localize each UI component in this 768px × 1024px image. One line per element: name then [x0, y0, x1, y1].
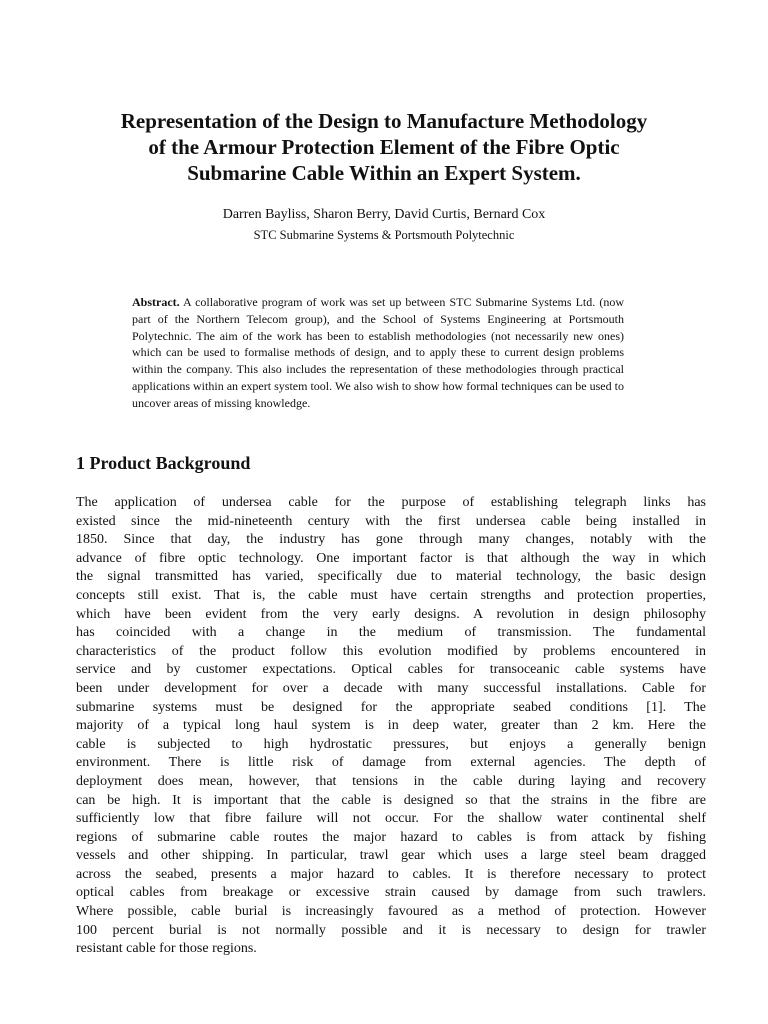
section-body [76, 494, 706, 959]
body-line: vessels and other shipping. In particular, trawl gear which uses a large steel beam dragged [76, 848, 706, 864]
body-line: been under development for over a decade with many successful installations. Cable for [76, 680, 706, 696]
body-line: majority of a typical long haul system is in deep water, greater than 2 km. Here the [76, 718, 706, 734]
body-line: optical cables from breakage or excessive strain caused by damage from such trawlers. [76, 885, 706, 901]
body-line: characteristics of the product follow this evolution modified by problems encountered in [76, 643, 706, 659]
body-line: submarine systems must be designed for the appropriate seabed conditions [1]. The [76, 699, 706, 715]
body-line: deployment does mean, however, that tensions in the cable during laying and recovery [76, 773, 706, 789]
body-line: which have been evident from the very early designs. A revolution in design philosophy [76, 606, 706, 622]
body-line: advance of fibre optic technology. One important factor is that although the way in which [76, 550, 706, 566]
body-line: The application of undersea cable for the purpose of establishing telegraph links has [76, 495, 706, 510]
paper-title-line: Submarine Cable Within an Expert System. [187, 161, 581, 185]
body-line: regions of submarine cable routes the major hazard to cables is from attack by fishing [76, 829, 706, 845]
body-line: environment. There is little risk of damage from external agencies. The depth of [76, 755, 706, 771]
author-list: Darren Bayliss, Sharon Berry, David Curtis, Bernard Cox [222, 207, 546, 222]
body-line: 1850. Since that day, the industry has gone through many changes, notably with the [76, 532, 706, 548]
body-line: the signal transmitted has varied, specifically due to material technology, the basic design [76, 569, 706, 585]
paper-title [60, 108, 708, 186]
body-line: resistant cable for those regions. [76, 941, 257, 957]
author-affiliation: STC Submarine Systems & Portsmouth Polytechnic [253, 228, 515, 242]
body-line: service and by customer expectations. Optical cables for transoceanic cable systems have [76, 662, 706, 678]
abstract-label: Abstract. [132, 295, 180, 309]
section-heading: 1 Product Background [76, 453, 251, 473]
abstract-text: A collaborative program of work was set up between STC Submarine Systems Ltd. (now part of the Northern Telecom group), and the School of Systems Engineering at Portsmouth Polytechnic. The aim of the work has been to establish methodologies (not necessarily new ones) which can be used to formalise methods of design, and to apply these to current design problems within the company. This also includes the representation of these methodologies through practical applications within an expert system tool. We also wish to show how formal techniques can be used to uncover areas of missing knowledge. [132, 295, 624, 410]
body-line: sufficiently low that fibre failure will not occur. For the shallow water continental shelf [76, 811, 706, 827]
body-line: can be high. It is important that the cable is designed so that the strains in the fibre are [76, 792, 706, 808]
abstract [132, 294, 624, 412]
body-line: existed since the mid-nineteenth century with the first undersea cable being installed in [76, 513, 706, 529]
body-line: Where possible, cable burial is increasingly favoured as a method of protection. However [76, 904, 706, 920]
body-line: cable is subjected to high hydrostatic pressures, but enjoys a generally benign [76, 736, 706, 752]
paper-title-line: of the Armour Protection Element of the Fibre Optic [148, 135, 620, 159]
body-line: across the seabed, presents a major hazard to cables. It is therefore necessary to protect [76, 866, 706, 882]
body-line: 100 percent burial is not normally possible and it is necessary to design for trawler [76, 922, 706, 938]
body-line: has coincided with a change in the medium of transmission. The fundamental [76, 625, 706, 641]
body-line: concepts still exist. That is, the cable must have certain strengths and protection properties, [76, 587, 706, 603]
paper-title-line: Representation of the Design to Manufacture Methodology [120, 109, 648, 133]
